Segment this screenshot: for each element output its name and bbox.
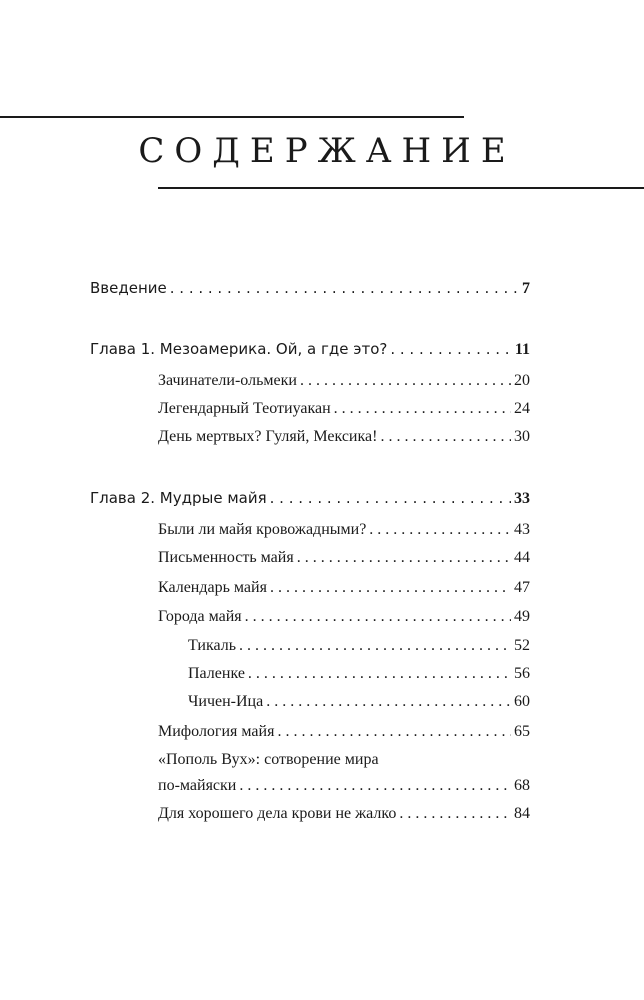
toc-entry-bloodthirsty[interactable] (158, 520, 530, 540)
dot-leader (399, 804, 511, 824)
toc-entry-intro[interactable] (90, 278, 530, 299)
toc-label: Паленке (188, 665, 245, 682)
dot-leader (334, 399, 511, 419)
dot-leader (270, 488, 511, 508)
toc-page: 84 (514, 805, 530, 822)
dot-leader (390, 339, 512, 359)
toc-page: 7 (522, 280, 530, 297)
toc-entry-mythology[interactable] (158, 722, 530, 742)
toc-entry-writing[interactable] (158, 548, 530, 568)
toc-label: Легендарный Теотиуакан (158, 400, 331, 417)
dot-leader (300, 371, 511, 391)
toc-entry-popol-vuh-line1[interactable]: «Пополь Вух»: сотворение мира (158, 751, 379, 768)
toc-entry-olmecs[interactable] (158, 371, 530, 391)
dot-leader (248, 664, 511, 684)
toc-entry-chichen-itza[interactable] (188, 692, 530, 712)
toc-page: 20 (514, 372, 530, 389)
toc-label: Мифология майя (158, 723, 275, 740)
dot-leader (245, 607, 511, 627)
toc-entry-day-of-dead[interactable] (158, 427, 530, 447)
toc-page: 33 (514, 490, 530, 507)
page-title: СОДЕРЖАНИЕ (138, 131, 516, 171)
toc-page: 60 (514, 693, 530, 710)
dot-leader (380, 427, 511, 447)
dot-leader (369, 520, 511, 540)
toc-label: День мертвых? Гуляй, Мексика! (158, 428, 378, 445)
dot-leader (170, 278, 519, 298)
dot-leader (270, 578, 511, 598)
toc-page: 11 (514, 341, 530, 358)
toc-page: 68 (514, 777, 530, 794)
dot-leader (266, 692, 511, 712)
dot-leader (297, 548, 511, 568)
toc-label: Чичен-Ица (188, 693, 264, 710)
toc-page: 43 (514, 521, 530, 538)
toc-page: 49 (514, 608, 530, 625)
toc-entry-chapter-2[interactable] (90, 488, 530, 509)
toc-page: 30 (514, 428, 530, 445)
toc-page: 24 (514, 400, 530, 417)
toc-entry-palenque[interactable] (188, 664, 530, 684)
toc-entry-popol-vuh[interactable] (158, 776, 530, 796)
toc-label: Для хорошего дела крови не жалко (158, 805, 397, 822)
toc-page: 56 (514, 665, 530, 682)
toc-page: 44 (514, 549, 530, 566)
toc-page: 65 (514, 723, 530, 740)
toc-page: 52 (514, 637, 530, 654)
toc-label: Календарь майя (158, 579, 267, 596)
bottom-rule (158, 187, 644, 189)
toc-label: Глава 2. Мудрые майя (90, 489, 267, 507)
toc-label: Глава 1. Мезоамерика. Ой, а где это? (90, 340, 388, 358)
toc-label: Тикаль (188, 637, 236, 654)
toc-label: по-майяски (158, 777, 237, 794)
toc-entry-chapter-1[interactable] (90, 339, 530, 360)
toc-entry-cities[interactable] (158, 607, 530, 627)
toc-label: Были ли майя кровожадными? (158, 521, 367, 538)
toc-label: Письменность майя (158, 549, 294, 566)
toc-label: Города майя (158, 608, 242, 625)
toc-label: Зачинатели-ольмеки (158, 372, 297, 389)
toc-entry-calendar[interactable] (158, 578, 530, 598)
toc-page: 47 (514, 579, 530, 596)
dot-leader (277, 722, 511, 742)
dot-leader (239, 636, 511, 656)
toc-entry-teotihuacan[interactable] (158, 399, 530, 419)
toc-entry-blood[interactable] (158, 804, 530, 824)
toc-label: Введение (90, 279, 167, 297)
toc-entry-tikal[interactable] (188, 636, 530, 656)
top-rule (0, 116, 464, 118)
dot-leader (239, 776, 511, 796)
